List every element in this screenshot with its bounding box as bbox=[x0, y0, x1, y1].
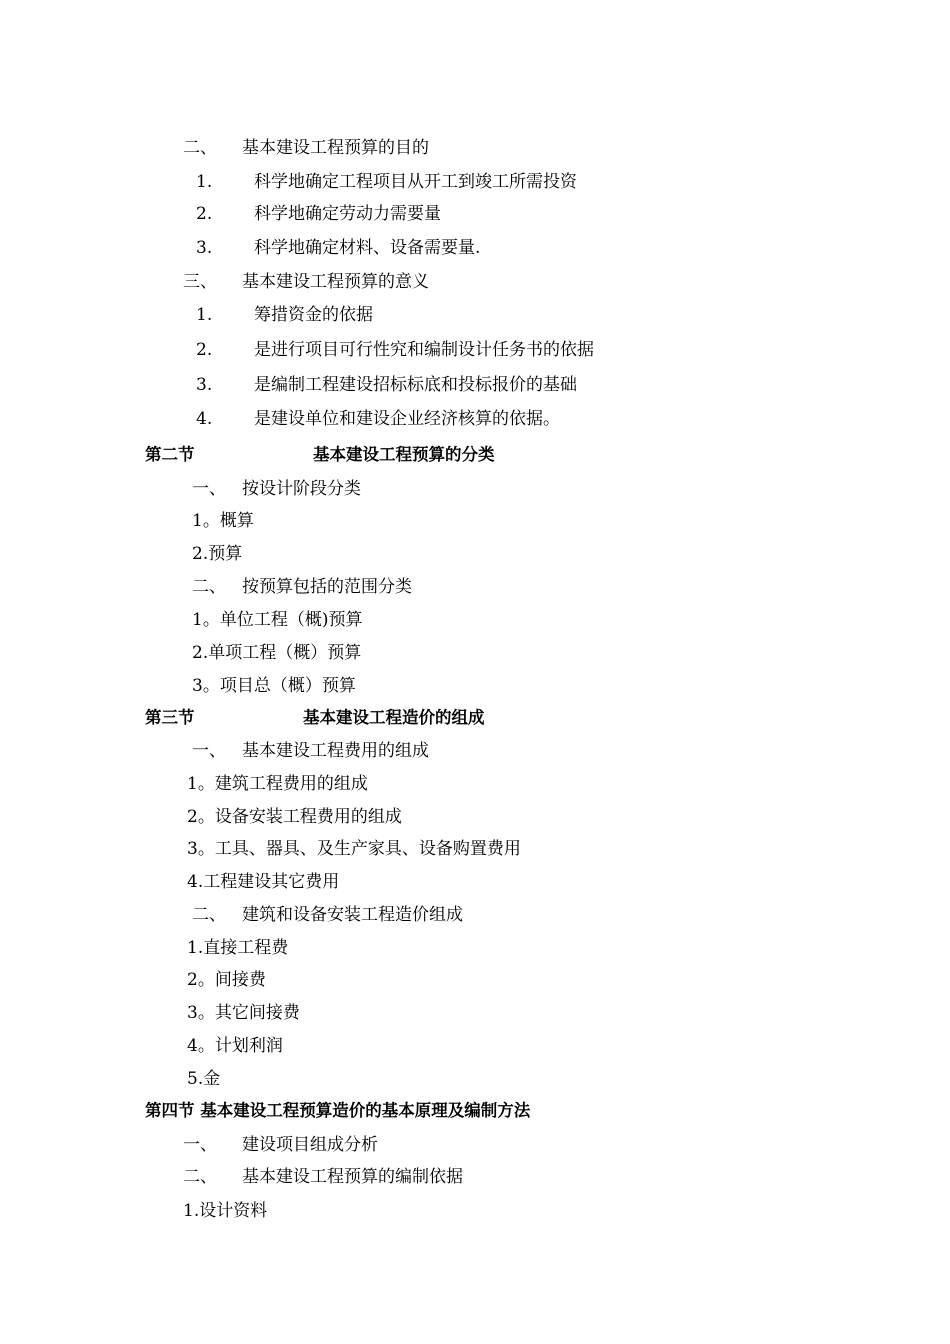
section-heading-text: 基本建设工程费用的组成 bbox=[242, 741, 429, 761]
list-item: 4。计划利润 bbox=[187, 1036, 283, 1056]
list-item: 是建设单位和建设企业经济核算的依据。 bbox=[254, 409, 560, 429]
section-heading-text: 按预算包括的范围分类 bbox=[242, 577, 412, 597]
list-item: 筹措资金的依据 bbox=[254, 305, 373, 325]
list-item: 科学地确定劳动力需要量 bbox=[254, 204, 441, 224]
list-item: 1.设计资料 bbox=[183, 1201, 268, 1221]
list-marker: 3. bbox=[196, 238, 213, 258]
chapter-label: 第二节 bbox=[145, 445, 195, 464]
list-marker: 二、 bbox=[192, 905, 226, 925]
list-marker: 3. bbox=[196, 375, 213, 395]
section-heading-text: 建筑和设备安装工程造价组成 bbox=[242, 905, 463, 925]
section-heading-text: 基本建设工程预算的编制依据 bbox=[242, 1167, 463, 1187]
list-marker: 1. bbox=[196, 305, 213, 325]
list-item: 1。概算 bbox=[192, 511, 254, 531]
section-heading-text: 基本建设工程预算的意义 bbox=[242, 272, 429, 292]
list-marker: 一、 bbox=[183, 1135, 217, 1155]
list-item: 1。单位工程（概)预算 bbox=[192, 610, 363, 630]
list-item: 1.直接工程费 bbox=[187, 938, 289, 958]
section-heading-text: 基本建设工程预算的目的 bbox=[242, 138, 429, 158]
list-marker: 4. bbox=[196, 409, 213, 429]
list-item: 科学地确定工程项目从开工到竣工所需投资 bbox=[254, 172, 577, 192]
section-heading-text: 建设项目组成分析 bbox=[242, 1135, 378, 1155]
list-item: 2.单项工程（概）预算 bbox=[192, 643, 362, 663]
chapter-label: 第三节 bbox=[145, 708, 195, 727]
list-marker: 二、 bbox=[183, 1167, 217, 1187]
list-marker: 一、 bbox=[192, 479, 226, 499]
list-item: 3。项目总（概）预算 bbox=[192, 676, 356, 696]
list-item: 5.金 bbox=[187, 1069, 221, 1089]
list-item: 3。工具、器具、及生产家具、设备购置费用 bbox=[187, 839, 521, 859]
section-heading bbox=[183, 137, 217, 159]
list-marker: 2. bbox=[196, 340, 213, 360]
chapter-title: 基本建设工程预算的分类 bbox=[313, 445, 495, 464]
list-item: 4.工程建设其它费用 bbox=[187, 872, 340, 892]
list-item: 是进行项目可行性究和编制设计任务书的依据 bbox=[254, 340, 594, 360]
list-marker: 2. bbox=[196, 204, 213, 224]
list-item: 2.预算 bbox=[192, 544, 243, 564]
list-item: 3。其它间接费 bbox=[187, 1003, 300, 1023]
chapter-title: 第四节 基本建设工程预算造价的基本原理及编制方法 bbox=[145, 1101, 531, 1120]
section-heading-text: 按设计阶段分类 bbox=[242, 479, 361, 499]
list-item: 是编制工程建设招标标底和投标报价的基础 bbox=[254, 375, 577, 395]
list-marker: 二、 bbox=[183, 138, 217, 158]
list-item: 科学地确定材料、设备需要量. bbox=[254, 238, 481, 258]
list-marker: 二、 bbox=[192, 577, 226, 597]
list-marker: 三、 bbox=[183, 272, 217, 292]
list-item: 2。间接费 bbox=[187, 970, 266, 990]
list-item: 1。建筑工程费用的组成 bbox=[187, 774, 368, 794]
chapter-title: 基本建设工程造价的组成 bbox=[303, 708, 485, 727]
list-marker: 一、 bbox=[192, 741, 226, 761]
list-item: 2。设备安装工程费用的组成 bbox=[187, 807, 402, 827]
list-marker: 1. bbox=[196, 172, 213, 192]
